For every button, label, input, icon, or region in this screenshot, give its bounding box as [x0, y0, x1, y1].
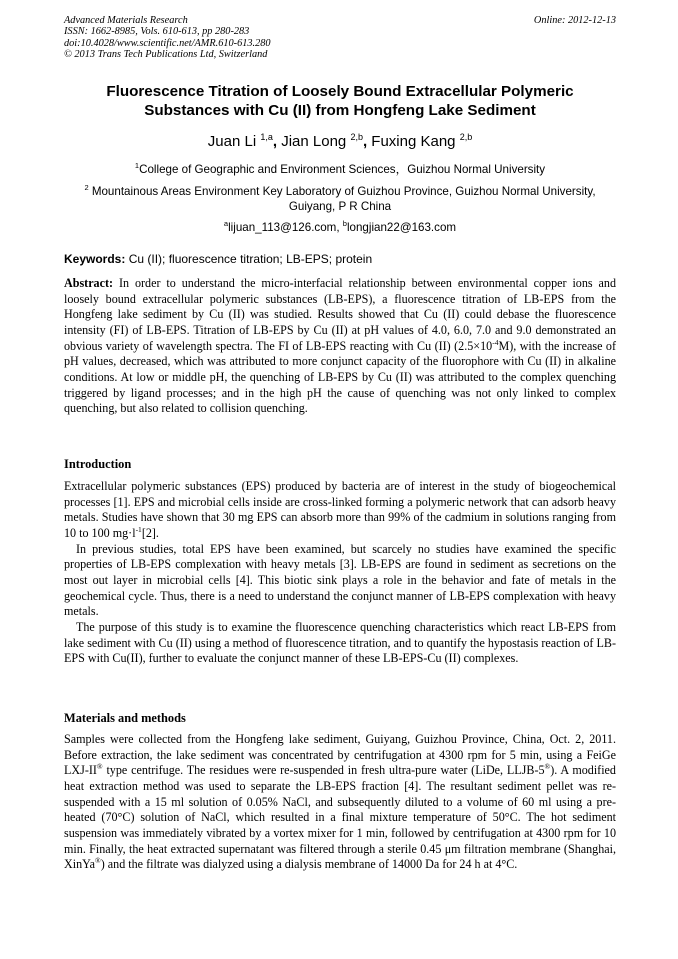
author-separator-1: ,	[272, 133, 282, 150]
affiliation-1-sup: 1	[134, 161, 140, 170]
affiliation-2	[60, 180, 620, 214]
paper-title	[64, 82, 616, 120]
journal-header	[64, 15, 616, 61]
abstract-label: Abstract:	[64, 276, 114, 290]
author-2-affil-sup: 2,b	[350, 132, 363, 142]
journal-name: Advanced Materials Research	[64, 15, 188, 26]
affiliation-1	[60, 158, 620, 177]
doi-line: doi:10.4028/www.scientific.net/AMR.610-613.280	[64, 37, 271, 49]
author-2-name: Jian Long	[281, 133, 351, 150]
author-separator-2: ,	[362, 133, 372, 150]
email-b: longjian22@163.com	[346, 221, 457, 234]
title-line-2: Substances with Cu (II) from Hongfeng Lake Sediment	[144, 102, 536, 119]
registered-mark-2: ®	[544, 762, 551, 772]
title-line-1: Fluorescence Titration of Loosely Bound Extracellular Polymeric	[106, 83, 574, 100]
author-emails	[64, 217, 616, 235]
affiliation-2-sup: 2	[84, 183, 89, 192]
methods-text-2: type centrifuge. The residues were re-suspended in fresh ultra-pure water (LiDe, LLJB-5	[102, 763, 545, 778]
introduction-heading: Introduction	[64, 457, 132, 471]
author-1-affil-sup: 1,a	[260, 132, 273, 142]
affiliation-2-line-1: Mountainous Areas Environment Key Laboratory of Guizhou Province, Guizhou Normal University,	[88, 185, 596, 198]
registered-mark-1: ®	[96, 762, 103, 772]
affiliation-2-line-2: Guiyang, P R China	[288, 200, 392, 213]
author-list	[64, 128, 616, 151]
copyright-line: © 2013 Trans Tech Publications Ltd, Switzerland	[64, 49, 268, 61]
keywords	[64, 252, 616, 267]
author-1-name: Juan Li	[207, 133, 261, 150]
issn-line: ISSN: 1662-8985, Vols. 610-613, pp 280-283	[64, 26, 250, 38]
abstract-exponent: -4	[492, 337, 499, 347]
email-a: lijuan_113@126.com,	[228, 221, 343, 234]
abstract-text-1: In order to understand the micro-interfacial relationship between environmental copper ions and loosely bound extracellular polymeric substances (LB-EPS), a fluorescence titration of LB-EPS from the Hongfeng lake sediment by Cu (II) was studied. Results showed that Cu (II) could debase the fluorescence intensity (FI) of LB-EPS. Titration of LB-EPS by Cu (II) at pH values of 4.0, 6.0, 7.0 and 9.0 demonstrated an obvious variety of wavelength spectra. The FI of LB-EPS reacting with Cu (II) (2.5×10	[64, 276, 616, 353]
abstract	[64, 276, 616, 417]
keywords-label: Keywords:	[64, 252, 126, 266]
online-date: Online: 2012-12-13	[533, 15, 616, 26]
intro-p1-citation: [2].	[141, 525, 159, 540]
affiliation-1-text: College of Geographic and Environment Sciences，Guizhou Normal University	[139, 163, 546, 176]
abstract-text-2: M), with the increase of pH values, decreased, which was attributed to more conjunct capacity of the fluorophore with Cu (II) in alkaline conditions. At low or middle pH, the quenching of LB-EPS by Cu (II) was attributed to the complex quenching triggered by ligand processes; and in the high pH the cause of quenching was not only linked to complex quenching, but also related to collision quenching.	[64, 338, 616, 416]
methods-text-1: Samples were collected from the Hongfeng lake sediment, Guiyang, Guizhou Province, China, Oct. 2, 2011. Before extraction, the lake sediment was concentrated by centrifugation at 4300 rpm for 5 min, using a FeiGe LXJ-II	[64, 732, 616, 778]
introduction-body	[64, 479, 616, 667]
intro-p1-exponent: -1	[135, 524, 142, 534]
keywords-text: Cu (II); fluorescence titration; LB-EPS; protein	[125, 252, 373, 266]
methods-text-3: ). A modified heat extraction method was used to separate the LB-EPS fraction [4]. The resultant sediment pellet was re-suspended with a 15 ml solution of 0.05% NaCl, and subsequently diluted to a volume of 60 ml using a pre-heated (70°C) solution of NaCl, which resulted in a final mixture temperature of 50°C. The hot sediment suspension was immediately vibrated by a vortex mixer for 1 min, followed by centrifugation at 4300 rpm for 10 min. Finally, the heat extracted supernatant was filtered through a sterile 0.45 μm filtration membrane (Shanghai, XinYa	[64, 763, 616, 872]
introduction-paragraph-3: The purpose of this study is to examine the fluorescence quenching characteristics which react LB-EPS from lake sediment with Cu (II) using a method of fluorescence titration, and to quantify the hypostasis reaction of LB-EPS with Cu(II), further to evaluate the conjunct manner of these LB-EPS-Cu (II) complexes.	[64, 619, 616, 666]
methods-text-4: ) and the filtrate was dialyzed using a dialysis membrane of 14000 Da for 24 h at 4°C.	[100, 857, 518, 872]
methods-paragraph	[64, 732, 616, 873]
methods-heading: Materials and methods	[64, 711, 186, 725]
author-3-name: Fuxing Kang	[371, 133, 460, 150]
email-a-sup: a	[223, 219, 229, 228]
introduction-paragraph-1	[64, 479, 616, 542]
introduction-paragraph-2: In previous studies, total EPS have been examined, but scarcely no studies have examined the specific properties of LB-EPS complexation with heavy metals [3]. LB-EPS are found in sediment as secretions on the most out layer in microbial cells [4]. This biotic sink plays a role in the behavior and fate of metals in the geochemical cycle. Thus, there is a need to understand the conjunct manner of LB-EPS complexation with heavy metals.	[64, 541, 616, 619]
registered-mark-3: ®	[95, 856, 101, 866]
email-b-sup: b	[342, 219, 347, 228]
intro-p1-text: Extracellular polymeric substances (EPS) produced by bacteria are of interest in the study of biogeochemical processes [1]. EPS and microbial cells inside are cross-linked forming a polymeric network that can adsorb heavy metals. Studies have shown that 30 mg EPS can absorb more than 99% of the cadmium in solutions ranging from 10 to 100 mg·l	[64, 479, 616, 540]
author-3-affil-sup: 2,b	[459, 132, 473, 142]
